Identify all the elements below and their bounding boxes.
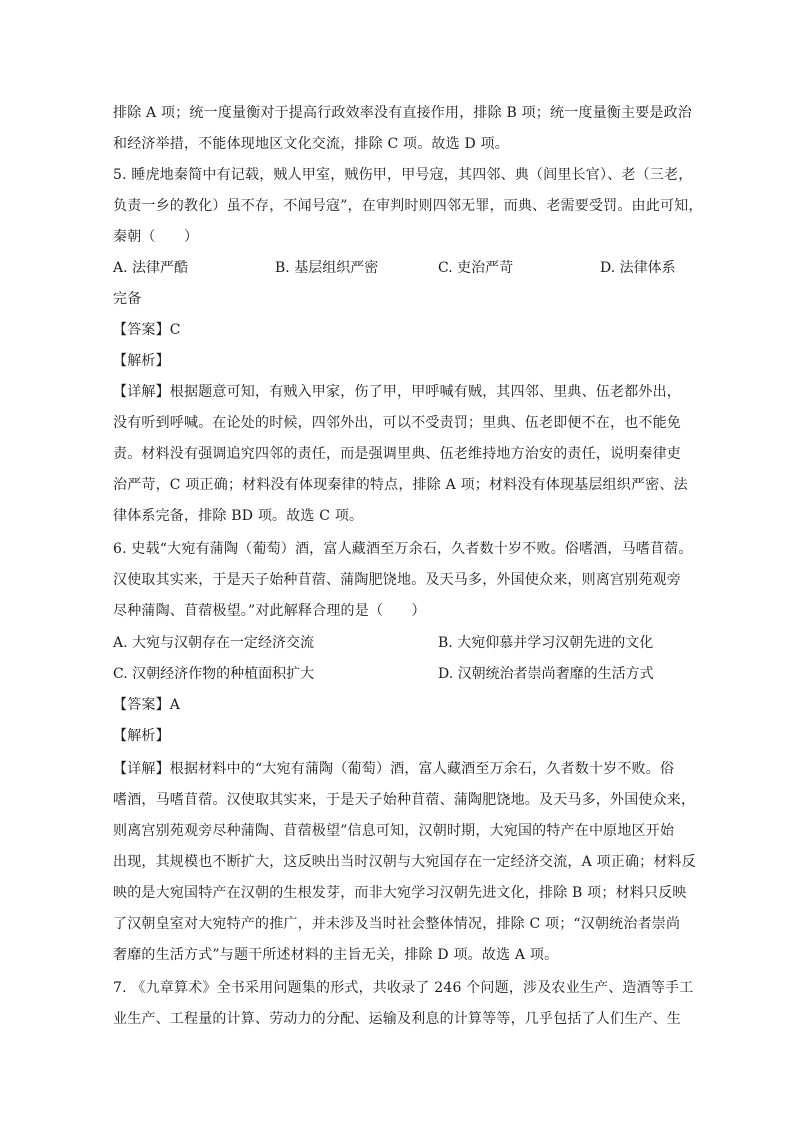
question-6-option-b: B. 大宛仰慕并学习汉朝先进的文化 bbox=[438, 635, 654, 651]
question-5-option-d: D. 法律体系 bbox=[600, 260, 676, 276]
text-line: 排除 A 项；统一度量衡对于提高行政效率没有直接作用，排除 B 项；统一度量衡主要是政治 bbox=[113, 105, 692, 121]
question-6-detail: 则离宫别苑观旁尽种蒲陶、苜蓿极望”信息可知，汉朝时期，大宛国的特产在中原地区开始 bbox=[113, 823, 675, 839]
question-6-option-c: C. 汉朝经济作物的种植面积扩大 bbox=[113, 666, 315, 682]
question-5-answer: 【答案】C bbox=[113, 322, 181, 338]
question-6-detail: 奢靡的生活方式”与题干所述材料的主旨无关，排除 D 项。故选 A 项。 bbox=[113, 947, 559, 963]
question-5-detail: 律体系完备，排除 BD 项。故选 C 项。 bbox=[113, 508, 364, 524]
question-5-detail: 【详解】根据题意可知，有贼入甲家，伤了甲，甲呼喊有贼，其四邻、里典、伍老都外出， bbox=[113, 384, 681, 400]
question-5-detail: 治严苛，C 项正确；材料没有体现秦律的特点，排除 A 项；材料没有体现基层组织严密、法 bbox=[113, 477, 688, 493]
question-5-analysis-heading: 【解析】 bbox=[113, 353, 170, 369]
question-5-detail: 责。材料没有强调追究四邻的责任，而是强调里典、伍老维持地方治安的责任，说明秦律吏 bbox=[113, 446, 681, 462]
question-6-analysis-heading: 【解析】 bbox=[113, 728, 170, 744]
question-5-stem: 秦朝（ ） bbox=[113, 229, 199, 245]
question-6-stem: 6. 史载“大宛有蒲陶（葡萄）酒，富人藏酒至万余石，久者数十岁不败。俗嗜酒，马嗜苜蓿。 bbox=[113, 541, 693, 557]
question-5-stem: 5. 睡虎地秦简中有记载，贼人甲室，贼伤甲，甲号寇，其四邻、典（闾里长官）、老（三老， bbox=[113, 167, 693, 183]
question-5-option-a: A. 法律严酷 bbox=[113, 260, 189, 276]
question-7-stem: 7. 《九章算术》全书采用问题集的形式，共收录了 246 个问题，涉及农业生产、造酒等手工 bbox=[113, 980, 694, 996]
question-6-detail: 【详解】根据材料中的“大宛有蒲陶（葡萄）酒，富人藏酒至万余石，久者数十岁不败。俗 bbox=[113, 761, 675, 777]
question-6-detail: 嗜酒，马嗜苜蓿。汉使取其实来，于是天子始种苜蓿、蒲陶肥饶地。及天马多，外国使众来， bbox=[113, 792, 696, 808]
question-6-option-a: A. 大宛与汉朝存在一定经济交流 bbox=[113, 635, 315, 651]
text-line: 和经济举措，不能体现地区文化交流，排除 C 项。故选 D 项。 bbox=[113, 136, 509, 152]
question-6-stem: 汉使取其实来，于是天子始种苜蓿、蒲陶肥饶地。及天马多，外国使众来，则离宫别苑观旁 bbox=[113, 572, 681, 588]
question-6-answer: 【答案】A bbox=[113, 697, 181, 713]
question-7-stem: 业生产、工程量的计算、劳动力的分配、运输及利息的计算等等，几乎包括了人们生产、生 bbox=[113, 1011, 681, 1027]
question-5-option-b: B. 基层组织严密 bbox=[275, 260, 379, 276]
question-5-detail: 没有听到呼喊。在论处的时候，四邻外出，可以不受责罚；里典、伍老即便不在，也不能免 bbox=[113, 415, 681, 431]
question-6-detail: 出现，其规模也不断扩大，这反映出当时汉朝与大宛国存在一定经济交流，A 项正确；材料反 bbox=[113, 854, 696, 870]
question-6-stem: 尽种蒲陶、苜蓿极望。”对此解释合理的是（ ） bbox=[113, 603, 426, 619]
question-6-detail: 映的是大宛国特产在汉朝的生根发芽，而非大宛学习汉朝先进文化，排除 B 项；材料只反映 bbox=[113, 885, 687, 901]
question-5-stem: 负责一乡的教化）虽不存，不闻号寇”，在审判时则四邻无罪，而典、老需要受罚。由此可知， bbox=[113, 198, 703, 214]
question-6-option-d: D. 汉朝统治者崇尚奢靡的生活方式 bbox=[438, 666, 654, 682]
question-5-option-d-cont: 完备 bbox=[113, 291, 142, 307]
question-6-detail: 了汉朝皇室对大宛特产的推广，并未涉及当时社会整体情况，排除 C 项；“汉朝统治者崇尚 bbox=[113, 916, 681, 932]
question-5-option-c: C. 吏治严苛 bbox=[438, 260, 514, 276]
